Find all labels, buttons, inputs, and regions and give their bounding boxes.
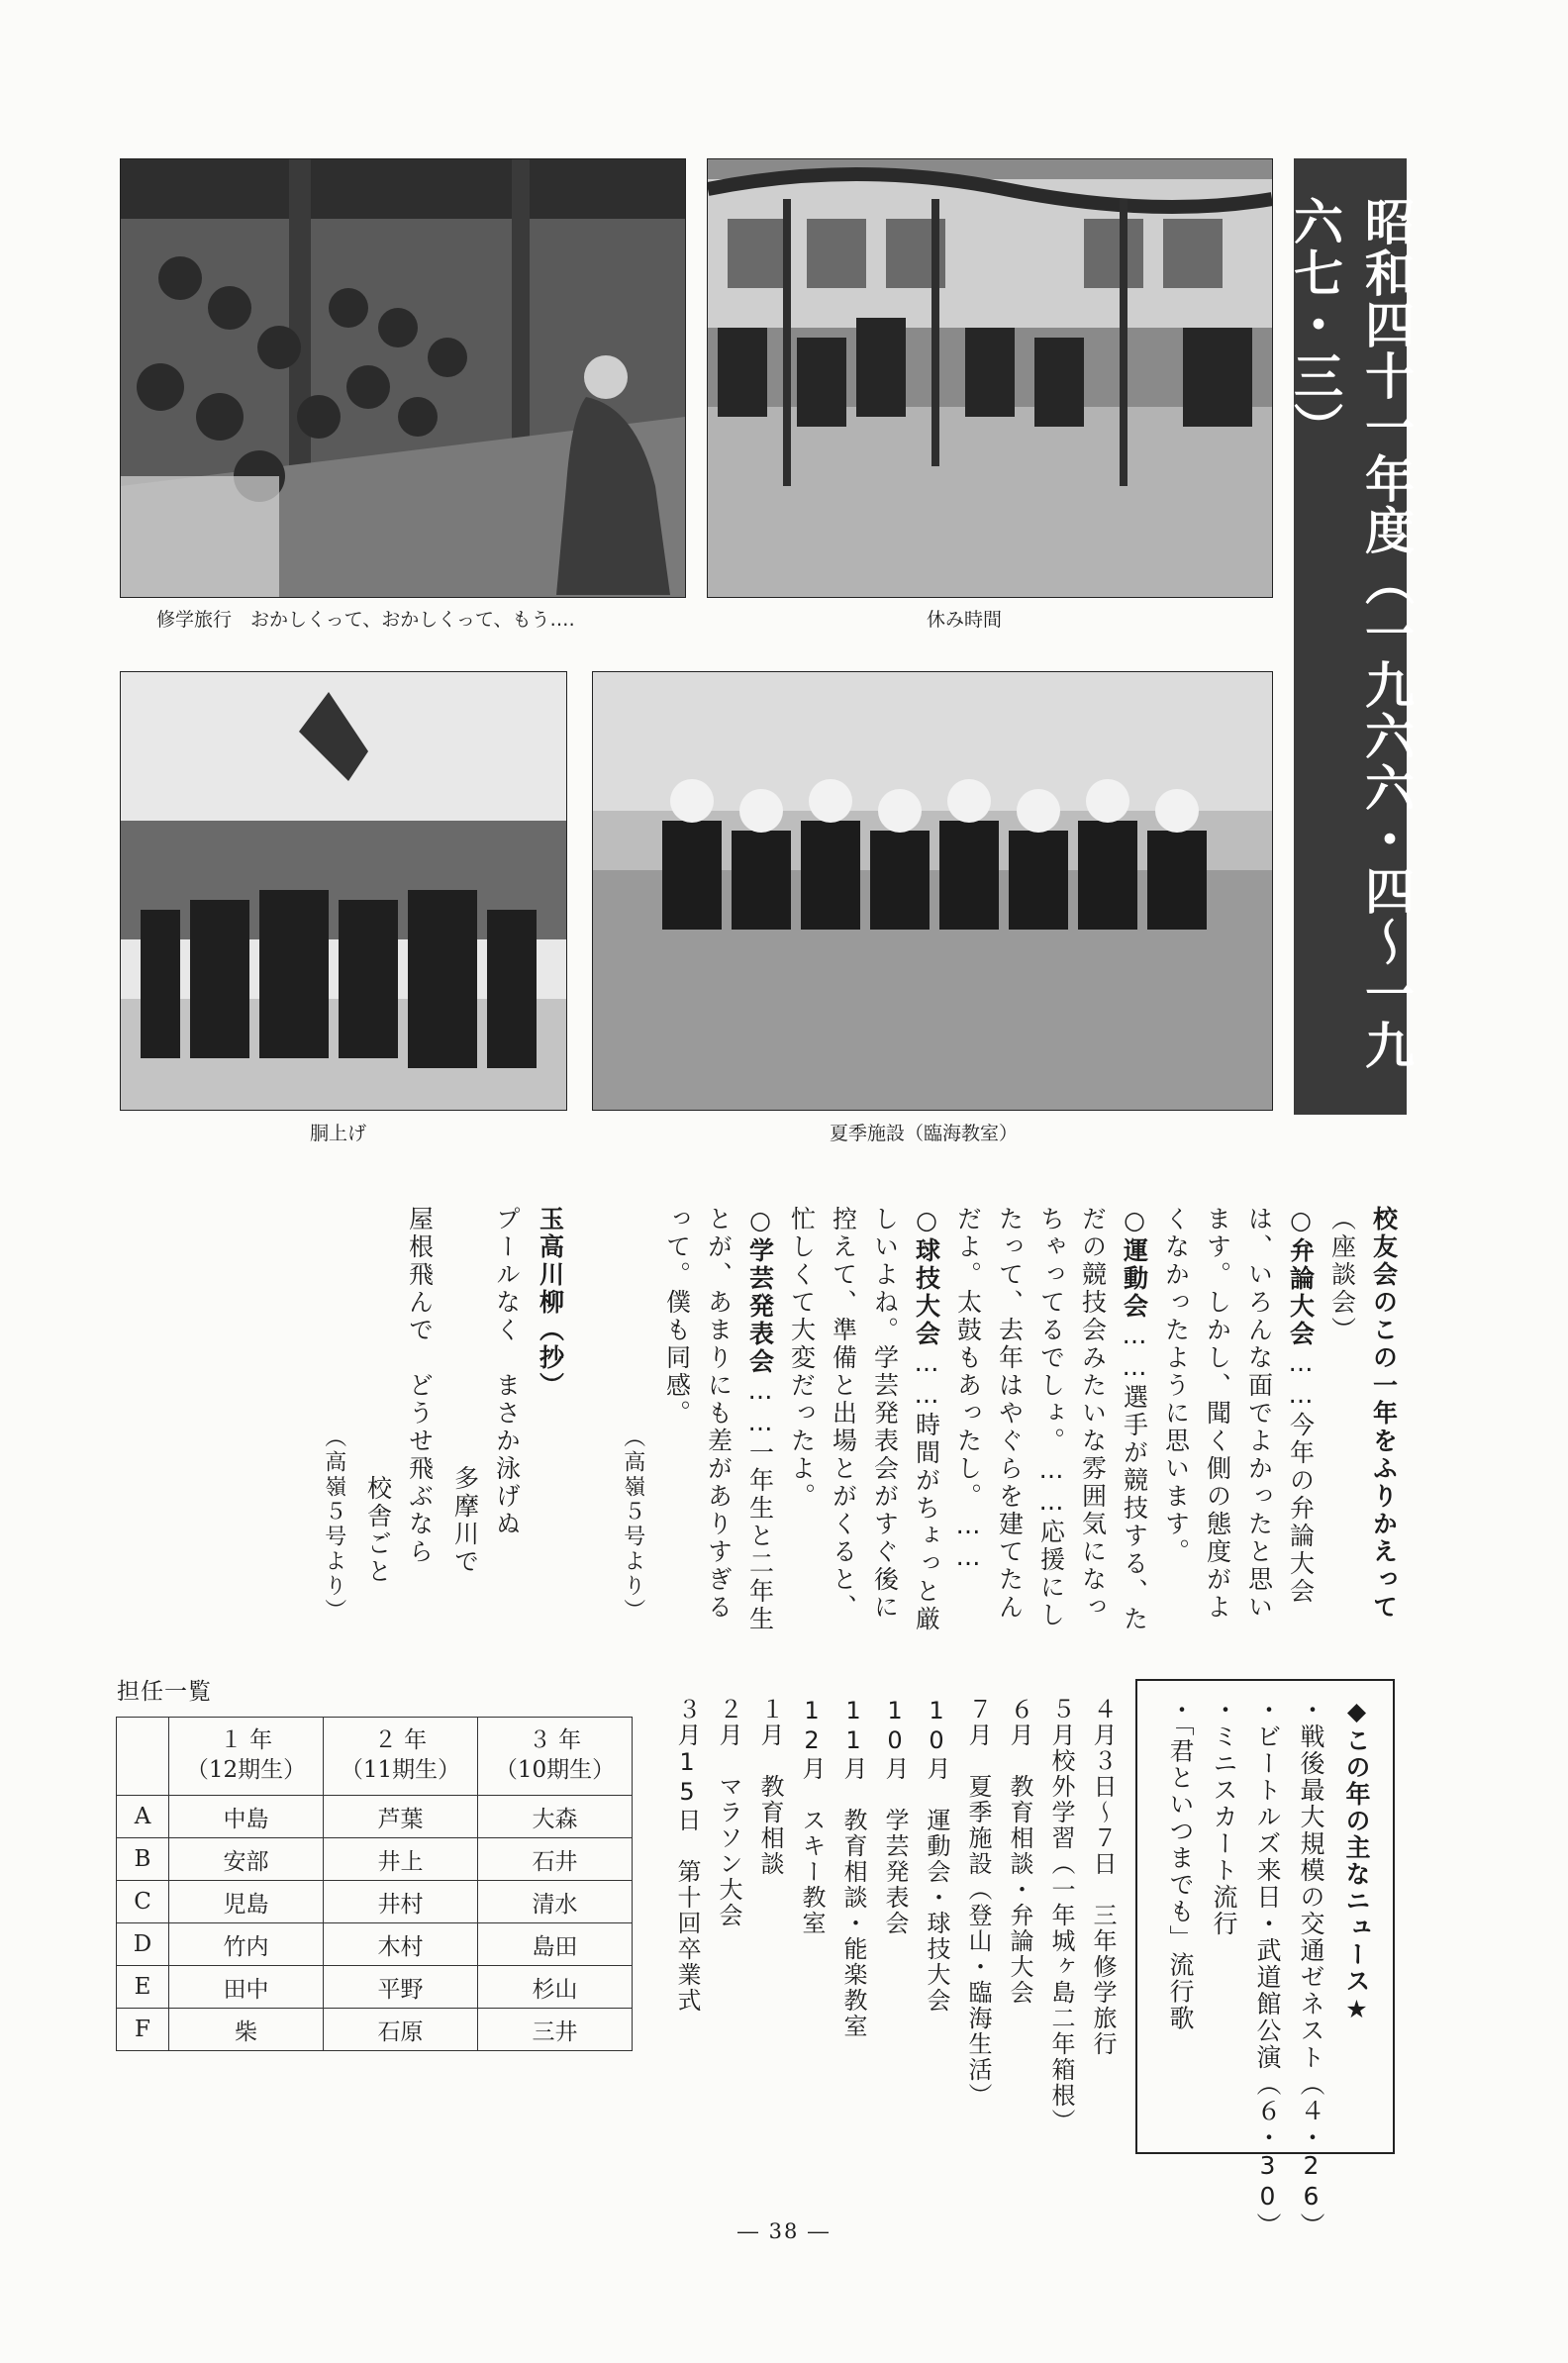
senryu-poem-line: 多摩川で [450,1465,480,1576]
schedule-item: 10月 学芸発表会 [881,1697,909,1936]
schedule-item: 12月 スキー教室 [798,1697,826,1936]
news-item: ・戦後最大規模の交通ゼネスト（４・26） [1297,1697,1325,2239]
schedule-item: 11月 教育相談・能楽教室 [839,1697,867,2039]
schedule-item: 10月 運動会・球技大会 [923,1697,950,2014]
roundtable-source: （高嶺５号より） [620,1426,645,1624]
page-number: ― 38 ― [736,2219,832,2243]
teachers-table [116,1717,633,2051]
teachers-label: 担任一覧 [117,1679,212,1705]
roundtable-line: ます。しかし、聞く側の態度がよ [1203,1206,1232,1622]
roundtable-line: は、いろんな面でよかったと思い [1244,1206,1274,1622]
roundtable-line: ○運動会……選手が競技する、た [1120,1206,1149,1633]
schedule-item: ４月３日〜７日 三年修学旅行 [1089,1697,1117,2057]
senryu-poem-line: 屋根飛んで どうせ飛ぶなら [405,1206,435,1566]
section-title-band [1286,158,1415,1115]
senryu-source: （高嶺５号より） [321,1426,346,1624]
table-corner [117,1718,169,1796]
section-title: 昭和四十一年度（一九六六・四〜一九六七・三） [1286,196,1415,1071]
roundtable-line: とが、あまりにも差がありすぎる [704,1206,734,1622]
roundtable-line: しいよね。学芸発表会がすぐ後に [870,1206,900,1622]
photo-caption: 胴上げ [310,1123,367,1144]
schedule-item: ２月 マラソン大会 [715,1697,742,1928]
roundtable-line: たって、去年はやぐらを建てたん [995,1206,1025,1622]
table-row: D 竹内 木村 島田 [117,1923,633,1966]
photo-school-trip [120,158,686,598]
table-row: A 中島 芦葉 大森 [117,1796,633,1838]
table-row: F 柴 石原 三井 [117,2009,633,2051]
news-item: ・ビートルズ来日・武道館公演（６・30） [1253,1697,1282,2239]
roundtable-line: って。僕も同感。 [662,1206,692,1428]
senryu-poem-line: プールなく まさか泳げぬ [492,1206,522,1538]
news-heading: ◆この年の主なニュース★ [1342,1697,1371,2025]
roundtable-line: ○弁論大会……今年の弁論大会 [1286,1206,1316,1606]
schedule-item: ３月15日 第十回卒業式 [673,1697,701,2014]
schedule-item: ７月 夏季施設（登山・臨海生活） [964,1697,992,2109]
roundtable-line: くなかったように思います。 [1161,1206,1191,1566]
roundtable-line: ○球技大会……時間がちょっと厳 [912,1206,941,1633]
table-header: １ 年 （12期生） [169,1718,324,1796]
schedule-item: １月 教育相談 [756,1697,784,1877]
senryu-poem-line: 校舎ごと [363,1475,393,1586]
table-header-row [117,1718,633,1796]
table-row: E 田中 平野 杉山 [117,1966,633,2009]
photo-seaside-school [592,671,1273,1111]
photo-tossing-celebration [120,671,567,1111]
roundtable-line: ちゃってるでしょ。……応援にし [1036,1206,1066,1629]
photo-caption: 夏季施設（臨海教室） [830,1123,1019,1144]
roundtable-line: ○学芸発表会……一年生と二年生 [745,1206,775,1633]
roundtable-line: 控えて、準備と出場とがくると、 [829,1206,858,1622]
table-row: C 児島 井村 清水 [117,1881,633,1923]
roundtable-heading: 校友会のこの一年をふりかえって [1369,1206,1399,1622]
news-item: ・ミニスカート流行 [1210,1697,1238,1937]
table-header: ３ 年 （10期生） [478,1718,633,1796]
schedule-item: ５月校外学習（一年城ヶ島二年箱根） [1047,1697,1075,2134]
roundtable-line: 忙しくて大変だったよ。 [787,1206,817,1511]
photo-caption: 修学旅行 おかしくって、おかしくって、もう‥‥ [156,609,575,631]
roundtable-subheading: （座談会） [1327,1206,1357,1344]
table-header: ２ 年 （11期生） [324,1718,478,1796]
roundtable-line: だよ。太鼓もあったし。…… [953,1206,983,1574]
table-row: B 安部 井上 石井 [117,1838,633,1881]
senryu-heading: 玉高川柳（抄） [536,1206,565,1400]
photo-caption: 休み時間 [927,609,1003,631]
news-item: ・「君といつまでも」流行歌 [1166,1697,1195,2032]
roundtable-line: だの競技会みたいな雰囲気になっ [1078,1206,1108,1622]
photo-break-time [707,158,1273,598]
schedule-item: ６月 教育相談・弁論大会 [1006,1697,1033,2006]
